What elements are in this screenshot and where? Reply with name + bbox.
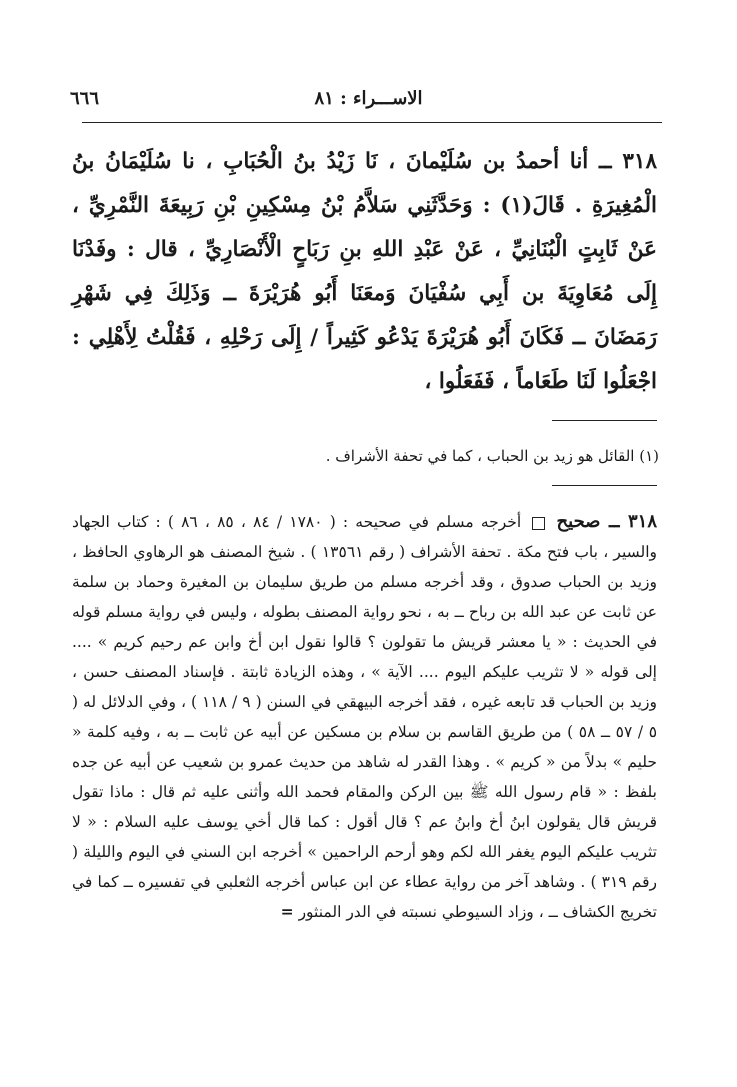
running-head-title: الاســـراء : ٨١	[314, 88, 423, 109]
hadith-text	[72, 140, 657, 404]
hadith-grade-label: ٣١٨ ــ صحيح	[556, 511, 658, 532]
footnote-rule-top	[552, 420, 657, 421]
commentary-text: أخرجه مسلم في صحيحه : ( ١٧٨٠ / ٨٤ ، ٨٥ ، ٨٦ ) : كتاب الجهاد والسير ، باب فتح مكة . تحفة الأشراف ( رقم ١٣٥٦١ ) . شيخ المصنف هو الرهاوي الحافظ ، وزيد بن الحباب صدوق ، وقد أخرجه مسلم من طريق سليمان بن المغيرة وحماد بن سلمة عن ثابت عن عبد الله بن رباح ــ به ، نحو رواية المصنف بطوله ، وليس في رواية مسلم قوله في الحديث : « يا معشر قريش ما تقولون ؟ قالوا نقول ابن أخ وابن عم رحيم كريم » .... إلى قوله « لا تثريب عليكم اليوم .... الآية » ، وهذه الزيادة ثابتة . فإسناد المصنف حسن ، وزيد بن الحباب قد تابعه غيره ، فقد أخرجه البيهقي في السنن ( ٩ / ١١٨ ) ، وفي الدلائل له ( ٥ / ٥٧ ــ ٥٨ ) من طريق القاسم بن سلام بن مسكين عن أبيه عن ثابت ــ به ، وفيه كلمة « حليم » بدلاً من « كريم » . وهذا القدر له شاهد من حديث عمرو بن شعيب عن أبيه عن جده بلفظ : « قام رسول الله ﷺ بين الركن والمقام فحمد الله وأثنى عليه ثم قال : ماذا تقول قريش قال يقولون ابنُ أخ وابنُ عم ؟ قال أقول : كما قال أخي يوسف عليه السلام : « لا تثريب عليكم اليوم يغفر الله لكم وهو أرحم الراحمين » أخرجه ابن السني في اليوم والليلة ( رقم ٣١٩ ) . وشاهد آخر من رواية عطاء عن ابن عباس أخرجه الثعلبي في تفسيره ــ كما في تخريج الكشاف ــ ، وزاد السيوطي نسبته في الدر المنثور	[72, 513, 658, 921]
footnote-rule-bottom	[552, 485, 657, 486]
footnote	[72, 445, 659, 467]
commentary-paragraph	[72, 507, 657, 927]
hadith-paragraph: ٣١٨ ــ أنا أحمدُ بن سُلَيْمانَ ، نَا زَيْدُ بنُ الْحُبَابِ ، نا سُلَيْمَانُ بنُ الْمُغِيرَةِ . قَالَ(١) : وَحَدَّثَنِي سَلاَّمُ بْنُ مِسْكِينِ بْنِ رَبِيعَةَ النَّمْرِيِّ ، عَنْ ثَابِتٍ الْبُنَانِيِّ ، عَنْ عَبْدِ اللهِ بنِ رَبَاحٍ الْأَنْصَارِيِّ ، قال : وفَدْنَا إِلَى مُعَاوِيَةَ بن أَبِي سُفْيَانَ وَمعَنَا أَبُو هُرَيْرَةَ ــ وَذَلِكَ فِي شَهْرِ رَمَضَانَ ــ فَكَانَ أَبُو هُرَيْرَةَ يَدْعُو كَثِيراً / إِلَى رَحْلِهِ ، فَقُلْتُ لِأَهْلِي : اجْعَلُوا لَنَا طَعَاماً ، فَفَعَلُوا ،	[72, 149, 657, 394]
takhrij-commentary	[72, 507, 657, 927]
header-rule	[82, 122, 662, 123]
running-head	[70, 88, 667, 116]
footnote-text: (١) القائل هو زيد بن الحباب ، كما في تحفة الأشراف .	[325, 447, 659, 465]
continuation-mark: =	[280, 902, 294, 921]
page-number: ٦٦٦	[70, 88, 100, 109]
square-icon	[532, 517, 545, 530]
